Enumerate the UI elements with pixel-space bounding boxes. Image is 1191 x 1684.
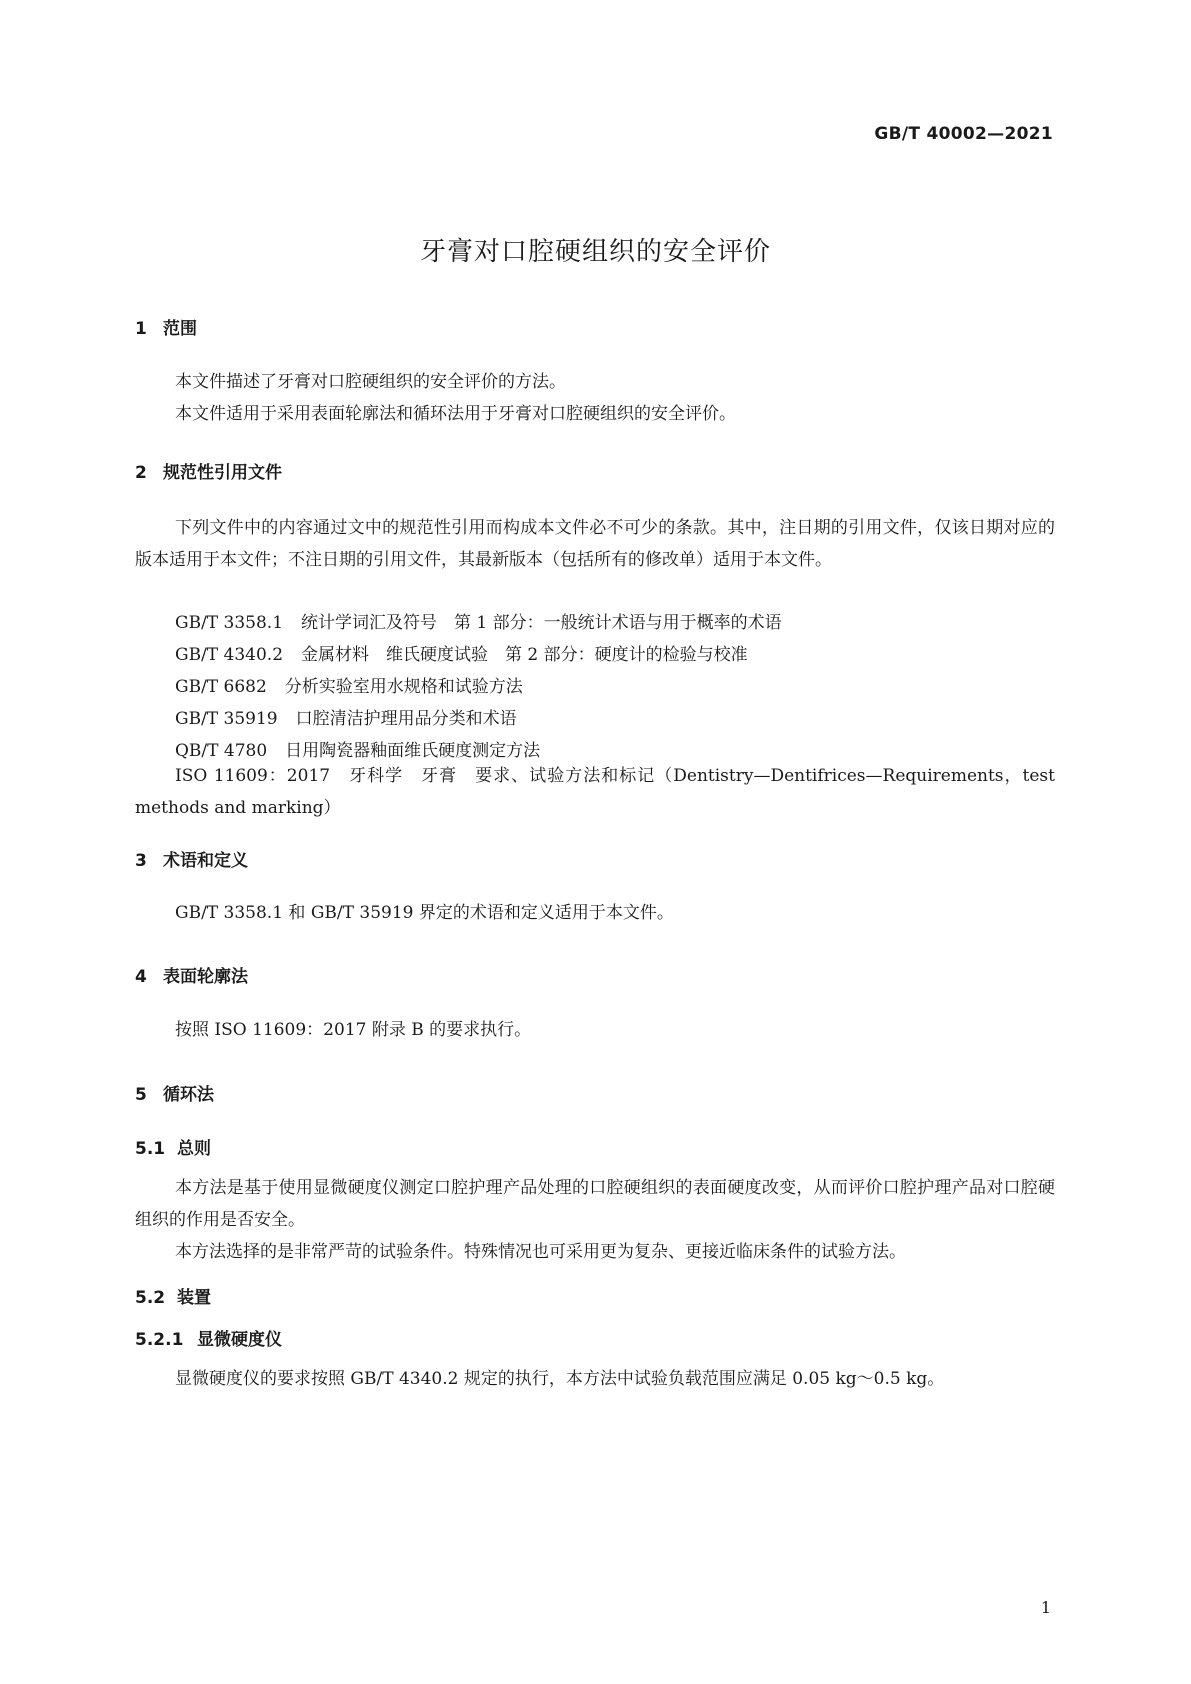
reference-item <box>175 736 540 761</box>
section-2-heading <box>135 458 282 483</box>
section-number: 4 <box>135 967 147 987</box>
page-number: 1 <box>1040 1598 1051 1617</box>
s3-paragraph: GB/T 3358.1 和 GB/T 35919 界定的术语和定义适用于本文件。 <box>175 903 674 923</box>
reference-item <box>175 640 748 665</box>
s1-paragraph-1: 本文件描述了牙膏对口腔硬组织的安全评价的方法。 <box>175 372 566 392</box>
s5-1-paragraph-2: 本方法选择的是非常严苛的试验条件。特殊情况也可采用更为复杂、更接近临床条件的试验方法。 <box>175 1242 906 1262</box>
section-title: 循环法 <box>163 1085 214 1105</box>
section-number: 5.2 <box>135 1288 166 1308</box>
section-number: 3 <box>135 851 147 871</box>
section-number: 2 <box>135 463 147 483</box>
section-5-2-heading <box>135 1283 211 1308</box>
standard-code: GB/T 40002—2021 <box>874 124 1053 144</box>
section-title: 术语和定义 <box>163 851 248 871</box>
section-3-heading <box>135 846 248 871</box>
reference-code: GB/T 4340.2 <box>175 645 284 665</box>
s4-paragraph: 按照 ISO 11609：2017 附录 B 的要求执行。 <box>175 1020 532 1040</box>
section-1-heading <box>135 314 197 339</box>
section-title: 总则 <box>177 1139 211 1159</box>
section-title: 显微硬度仪 <box>197 1330 282 1350</box>
section-title: 装置 <box>177 1288 211 1308</box>
section-5-heading <box>135 1080 214 1105</box>
section-number: 1 <box>135 319 147 339</box>
section-number: 5.2.1 <box>135 1330 184 1350</box>
reference-code: GB/T 6682 <box>175 677 267 697</box>
document-title: 牙膏对口腔硬组织的安全评价 <box>419 237 771 267</box>
reference-title: 日用陶瓷器釉面维氏硬度测定方法 <box>285 741 541 761</box>
s5-1-paragraph-1: 本方法是基于使用显微硬度仪测定口腔护理产品处理的口腔硬组织的表面硬度改变，从而评价口腔护理产品对口腔硬组织的作用是否安全。 <box>135 1178 1055 1230</box>
section-5-1-heading <box>135 1134 211 1159</box>
section-title: 范围 <box>163 319 197 339</box>
reference-title: 分析实验室用水规格和试验方法 <box>284 677 523 697</box>
section-5-2-1-heading <box>135 1325 282 1350</box>
section-number: 5.1 <box>135 1139 166 1159</box>
section-title: 表面轮廓法 <box>163 967 248 987</box>
reference-item <box>175 672 523 697</box>
reference-code: GB/T 35919 <box>175 709 278 729</box>
section-number: 5 <box>135 1085 147 1105</box>
reference-code: QB/T 4780 <box>175 741 268 761</box>
reference-item <box>175 608 782 633</box>
reference-title: 口腔清洁护理用品分类和术语 <box>295 709 517 729</box>
s2-intro-paragraph: 下列文件中的内容通过文中的规范性引用而构成本文件必不可少的条款。其中，注日期的引用文件，仅该日期对应的版本适用于本文件；不注日期的引用文件，其最新版本（包括所有的修改单）适用于本文件。 <box>135 518 1055 570</box>
reference-title: 统计学词汇及符号 第 1 部分：一般统计术语与用于概率的术语 <box>301 613 782 633</box>
reference-code: GB/T 3358.1 <box>175 613 284 633</box>
iso-reference: ISO 11609：2017 牙科学 牙膏 要求、试验方法和标记（Dentistry—Dentifrices—Requirements，test methods and marking） <box>135 766 1055 818</box>
section-title: 规范性引用文件 <box>163 463 282 483</box>
section-4-heading <box>135 962 248 987</box>
reference-title: 金属材料 维氏硬度试验 第 2 部分：硬度计的检验与校准 <box>301 645 748 665</box>
s1-paragraph-2: 本文件适用于采用表面轮廓法和循环法用于牙膏对口腔硬组织的安全评价。 <box>175 404 736 424</box>
reference-item <box>175 704 517 729</box>
s5-2-1-paragraph: 显微硬度仪的要求按照 GB/T 4340.2 规定的执行，本方法中试验负载范围应满足 0.05 kg～0.5 kg。 <box>175 1369 945 1389</box>
